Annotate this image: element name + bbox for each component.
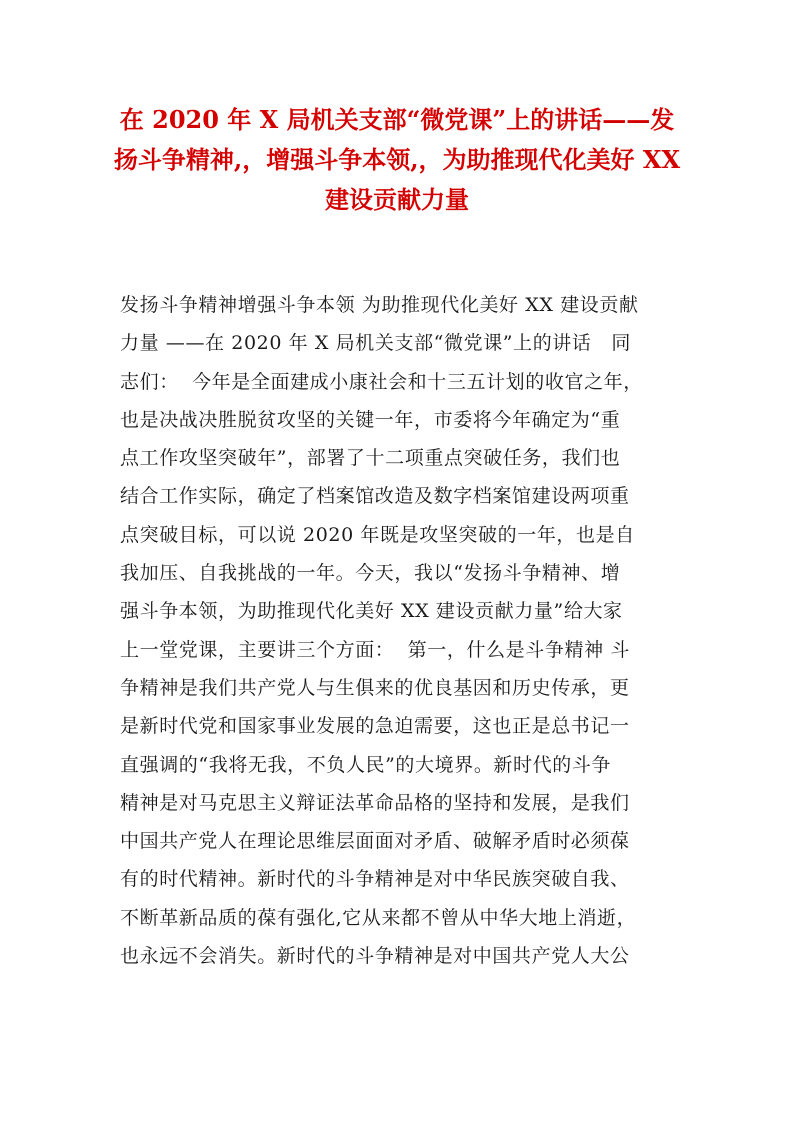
title-line: 扬斗争精神,，增强斗争本领,，为助推现代化美好 XX — [113, 145, 681, 174]
body-line: 结合工作实际，确定了档案馆改造及数字档案馆建设两项重 — [120, 485, 630, 508]
document-title — [110, 100, 684, 220]
body-line: 强斗争本领，为助推现代化美好 XX 建设贡献力量”给大家 — [120, 600, 623, 623]
body-line: 直强调的“我将无我，不负人民”的大境界。新时代的斗争 — [120, 753, 612, 776]
body-line: 发扬斗争精神增强斗争本领 为助推现代化美好 XX 建设贡献 — [120, 294, 639, 316]
body-line: 也是决战决胜脱贫攻坚的关键一年，市委将今年确定为“重 — [120, 408, 621, 431]
document-body — [120, 286, 684, 975]
body-line: 是新时代党和国家事业发展的急迫需要，这也正是总书记一 — [120, 715, 630, 738]
body-line: 上一堂党课，主要讲三个方面： 第一，什么是斗争精神 斗 — [120, 638, 630, 661]
body-line: 志们： 今年是全面建成小康社会和十三五计划的收官之年， — [120, 370, 643, 393]
body-line: 有的时代精神。新时代的斗争精神是对中华民族突破自我、 — [120, 868, 630, 891]
body-line: 中国共产党人在理论思维层面面对矛盾、破解矛盾时必须葆 — [120, 830, 630, 853]
title-line: 建设贡献力量 — [325, 185, 469, 214]
body-line: 精神是对马克思主义辩证法革命品格的坚持和发展，是我们 — [120, 791, 630, 814]
body-line: 力量 ——在 2020 年 X 局机关支部“微党课”上的讲话 同 — [120, 332, 632, 355]
body-line: 我加压、自我挑战的一年。今天，我以“发扬斗争精神、增 — [120, 562, 621, 585]
body-line: 不断革新品质的葆有强化,它从来都不曾从中华大地上消逝， — [120, 906, 637, 929]
body-line: 也永远不会消失。新时代的斗争精神是对中国共产党人大公 — [120, 945, 630, 968]
body-line: 争精神是我们共产党人与生俱来的优良基因和历史传承，更 — [120, 676, 630, 699]
body-line: 点突破目标，可以说 2020 年既是攻坚突破的一年，也是自 — [120, 523, 635, 546]
title-line: 在 2020 年 X 局机关支部“微党课”上的讲话——发 — [119, 105, 675, 134]
body-line: 点工作攻坚突破年”，部署了十二项重点突破任务，我们也 — [120, 447, 621, 470]
